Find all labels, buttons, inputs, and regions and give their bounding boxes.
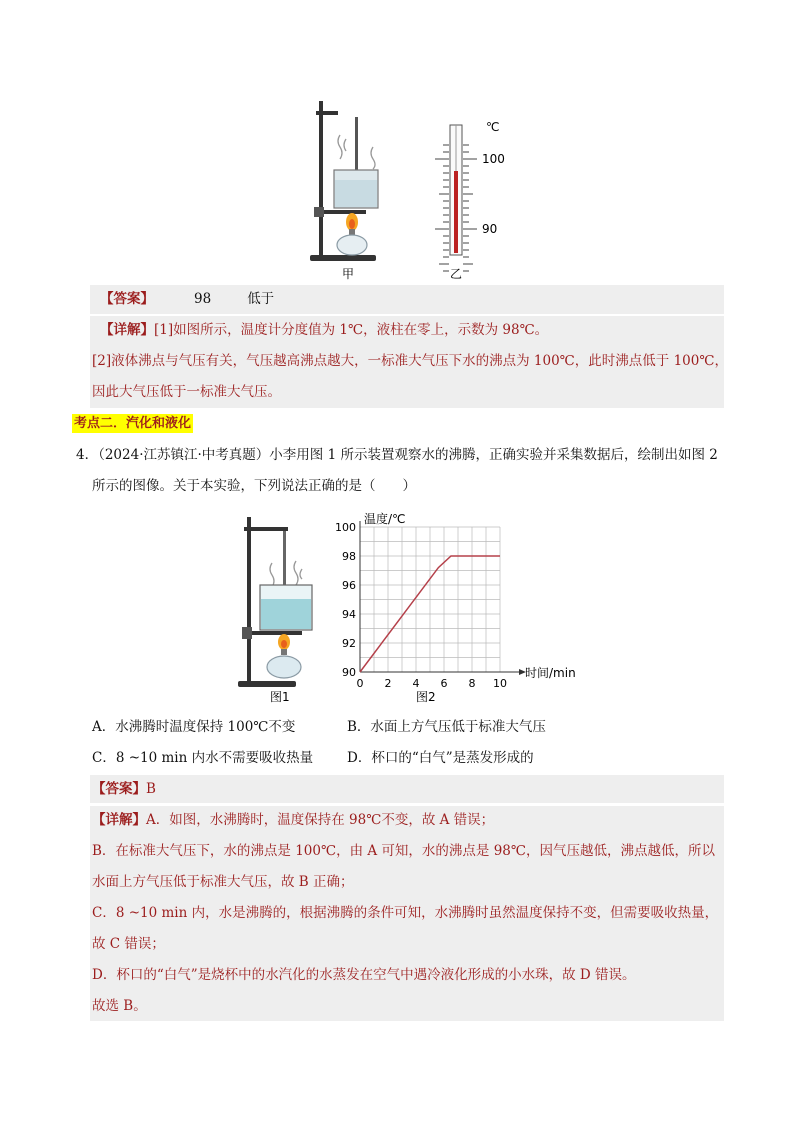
chart-y-tick-label: 90: [342, 666, 356, 679]
detail2-line-b1: B．在标准大气压下，水的沸点是 100℃，由 A 可知，水的沸点是 98℃，因气压越低，沸点越低，所以: [92, 843, 715, 859]
option-c: C．8 ~10 min 内水不需要吸收热量: [92, 750, 314, 766]
answer1-value2: 低于: [247, 291, 275, 307]
answer1-value: 98: [194, 291, 212, 307]
chart-y-tick-label: 96: [342, 579, 356, 592]
detail1-line2: [2]液体沸点与气压有关，气压越高沸点越大，一标准大气压下水的沸点为 100℃，此时沸点低于 100℃，: [92, 353, 728, 369]
thermometer-scale-icon: [450, 125, 462, 255]
detail2-line-b2: 水面上方气压低于标准大气压，故 B 正确；: [92, 874, 354, 890]
chart-x-label: 时间/min: [525, 666, 576, 680]
answer2-band: [90, 775, 724, 803]
beaker-icon: [334, 170, 378, 208]
detail2-line-c1: C．8 ~10 min 内，水是沸腾的，根据沸腾的条件可知，水沸腾时虽然温度保持不变，但需要吸收热量，: [92, 905, 719, 921]
answer2-value: B: [146, 781, 156, 797]
option-b: B．水面上方气压低于标准大气压: [347, 719, 546, 735]
chart-y-tick-label: 98: [342, 550, 356, 563]
figure-apparatus-jia-yi: [300, 95, 520, 285]
chart-y-tick-label: 92: [342, 637, 356, 650]
detail1-bracket: 【详解】: [100, 322, 154, 338]
fig1-label: 图1: [270, 690, 290, 703]
label-jia: 甲: [342, 267, 355, 281]
alcohol-lamp-icon: [267, 649, 301, 678]
chart-y-tick-label: 100: [335, 521, 356, 534]
flame-icon: [278, 634, 290, 650]
chart-x-tick-label: 2: [384, 677, 392, 690]
question4-line1: 4．（2024·江苏镇江·中考真题）小李用图 1 所示装置观察水的沸腾，正确实验并采集数据后，绘制出如图 2: [76, 447, 718, 463]
detail1-line3: 因此大气压低于一标准大气压。: [92, 384, 281, 400]
answer2-bracket: 【答案】: [92, 781, 146, 797]
detail1-line1: 【详解】[1]如图所示，温度计分度值为 1℃，液柱在零上，示数为 98℃。: [100, 322, 549, 338]
option-d: D．杯口的“白气”是蒸发形成的: [347, 750, 534, 766]
fig2-label: 图2: [416, 690, 436, 704]
figure-chart-2: [332, 505, 582, 705]
detail2-bracket: 【详解】: [92, 812, 146, 828]
answer1-line: [100, 289, 274, 309]
chart-axes: [360, 521, 526, 675]
label-yi: 乙: [450, 267, 463, 281]
option-a: A．水沸腾时温度保持 100℃不变: [92, 719, 296, 735]
answer1-bracket: 【答案】: [100, 291, 154, 307]
chart-x-tick-label: 8: [468, 677, 476, 690]
thermometer-tick-100: 100: [482, 152, 505, 166]
beaker-icon: [260, 585, 312, 630]
detail2-line-d: D．杯口的“白气”是烧杯中的水汽化的水蒸发在空气中遇冷液化形成的小水珠，故 D 错误。: [92, 967, 636, 983]
detail2-line-a: 【详解】A．如图，水沸腾时，温度保持在 98℃不变，故 A 错误；: [92, 812, 495, 828]
chart-y-label: 温度/℃: [364, 512, 406, 526]
chart-ticks: [335, 521, 507, 690]
flame-icon: [346, 213, 358, 231]
question4-line2: 所示的图像。关于本实验，下列说法正确的是（ ）: [92, 478, 416, 494]
chart-x-tick-label: 4: [412, 677, 420, 690]
thermometer-unit: ℃: [486, 120, 500, 134]
section-title: 考点二．汽化和液化: [74, 416, 192, 431]
alcohol-lamp-icon: [337, 229, 367, 255]
detail2-conclusion: 故选 B。: [92, 998, 147, 1014]
chart-x-tick-label: 10: [493, 677, 507, 690]
chart-grid: [360, 527, 500, 672]
thermometer-tick-90: 90: [482, 222, 498, 236]
chart-x-tick-label: 6: [440, 677, 448, 690]
answer2-line: [92, 779, 156, 799]
chart-x-tick-label: 0: [356, 677, 364, 690]
figure-apparatus-1: [232, 513, 332, 703]
chart-y-tick-label: 94: [342, 608, 356, 621]
detail2-line-c2: 故 C 错误；: [92, 936, 165, 952]
